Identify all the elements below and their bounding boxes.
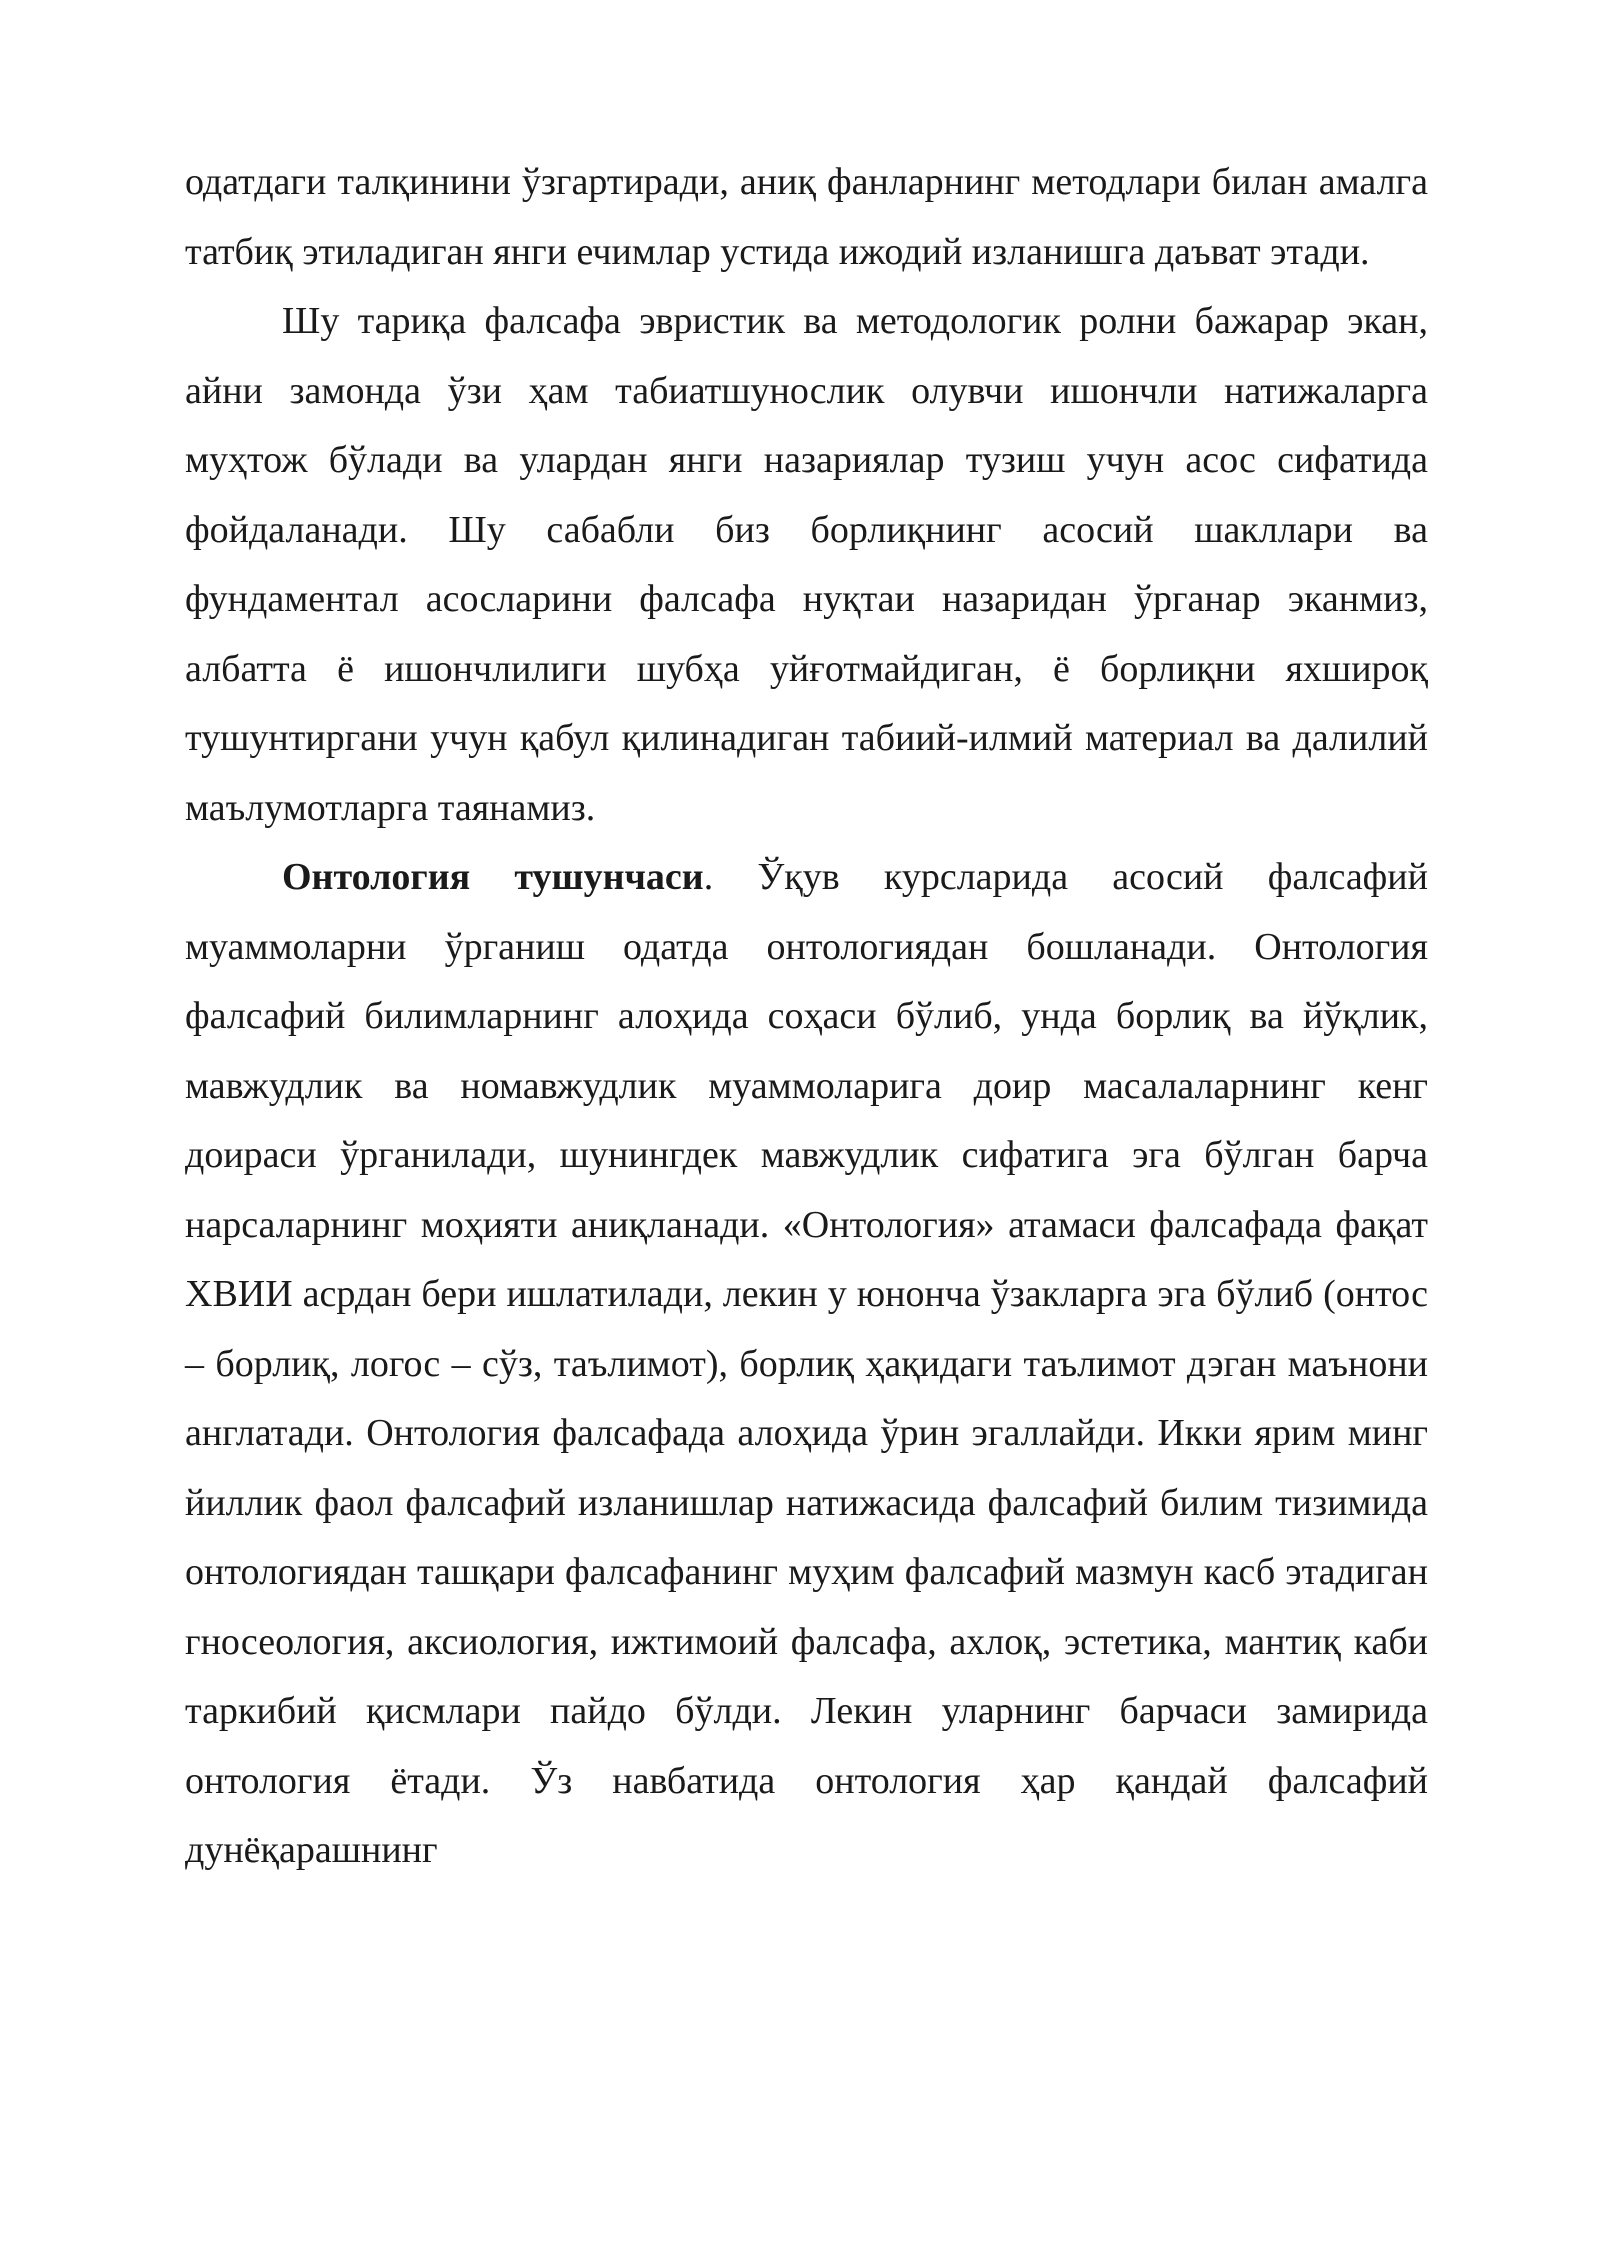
paragraph-ontology: [185, 843, 1428, 1886]
paragraph-ontology-text: . Ўқув курсларида асосий фалсафий муаммоларни ўрганиш одатда онтологиядан бошланади. Онтология фалсафий билимларнинг алоҳида соҳаси бўлиб, унда борлиқ ва йўқлик, мавжудлик ва номавжудлик муаммоларига доир масалаларнинг кенг доираси ўрганилади, шунингдек мавжудлик сифатига эга бўлган барча нарсаларнинг моҳияти аниқланади. «Онтология» атамаси фалсафада фақат ХВИИ асрдан бери ишлатилади, лекин у юнонча ўзакларга эга бўлиб (онтос – борлиқ, логос – сўз, таълимот), борлиқ ҳақидаги таълимот дэган маънони англатади. Онтология фалсафада алоҳида ўрин эгаллайди. Икки ярим минг йиллик фаол фалсафий изланишлар натижасида фалсафий билим тизимида онтологиядан ташқари фалсафанинг муҳим фалсафий мазмун касб этадиган гносеология, аксиология, ижтимоий фалсафа, ахлоқ, эстетика, мантиқ каби таркибий қисмлари пайдо бўлди. Лекин уларнинг барчаси замирида онтология ётади. Ўз навбатида онтология ҳар қандай фалсафий дунёқарашнинг: [185, 856, 1428, 1871]
paragraph-continued: одатдаги талқинини ўзгартиради, аниқ фанларнинг методлари билан амалга татбиқ этиладиган янги ечимлар устида ижодий изланишга даъват этади.: [185, 161, 1428, 273]
document-body: [185, 148, 1428, 1886]
paragraph-heuristic-role: Шу тариқа фалсафа эвристик ва методологик ролни бажарар экан, айни замонда ўзи ҳам табиатшунослик олувчи ишончли натижаларга муҳтож бўлади ва улардан янги назариялар тузиш учун асос сифатида фойдаланади. Шу сабабли биз борлиқнинг асосий шакллари ва фундаментал асосларини фалсафа нуқтаи назаридан ўрганар эканмиз, албатта ё ишончлилиги шубҳа уйғотмайдиган, ё борлиқни яхшироқ тушунтиргани учун қабул қилинадиган табиий-илмий материал ва далилий маълумотларга таянамиз.: [185, 300, 1428, 829]
term-heading: Онтология тушунчаси: [282, 856, 704, 898]
